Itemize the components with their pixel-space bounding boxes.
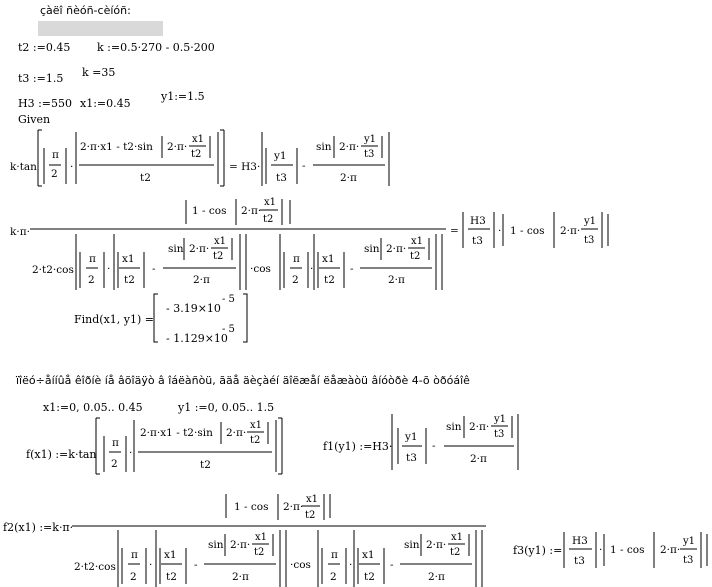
svg-text:π: π (293, 253, 300, 265)
given-keyword: Given (18, 113, 51, 126)
svg-text:·: · (129, 447, 133, 459)
svg-text:1 - cos: 1 - cos (192, 205, 227, 217)
svg-text:-: - (350, 263, 354, 275)
svg-text:t2: t2 (410, 251, 421, 262)
svg-text:-: - (302, 160, 306, 172)
svg-text:x1: x1 (255, 532, 268, 543)
svg-text:2·π: 2·π (232, 571, 249, 583)
svg-text:2·π·: 2·π· (167, 141, 188, 153)
svg-text:t3: t3 (406, 452, 417, 464)
svg-text:x1: x1 (322, 253, 335, 265)
svg-text:x1: x1 (362, 549, 375, 561)
def-y1: y1:=1.5 (161, 90, 205, 103)
svg-text:sin: sin (208, 539, 224, 551)
svg-text:x1: x1 (164, 549, 177, 561)
svg-text:·: · (149, 559, 153, 571)
svg-text:t2: t2 (124, 274, 135, 286)
svg-text:·: · (599, 544, 603, 556)
svg-text:t2: t2 (254, 547, 265, 558)
svg-text:= H3·: = H3· (229, 161, 261, 173)
svg-text:sin: sin (364, 243, 380, 255)
svg-text:2·π·: 2·π· (226, 427, 247, 439)
svg-text:t3: t3 (494, 429, 505, 440)
def-H3: H3 :=550 (18, 97, 73, 110)
svg-text:x1: x1 (250, 420, 263, 431)
svg-text:·cos: ·cos (290, 559, 311, 571)
svg-text:y1: y1 (683, 536, 696, 547)
svg-text:2·π·: 2·π· (469, 421, 490, 433)
svg-text:x1: x1 (451, 532, 464, 543)
svg-text:·cos: ·cos (250, 263, 271, 275)
svg-text:2: 2 (330, 571, 337, 583)
svg-text:2·π·: 2·π· (660, 544, 681, 556)
svg-text:2: 2 (88, 274, 95, 286)
svg-text:2·π·: 2·π· (426, 539, 447, 551)
svg-text:H3: H3 (572, 535, 588, 547)
svg-text:t2: t2 (305, 510, 316, 521)
note-text: ïîëó÷åííûå êîðíè íå âõîäÿò â îáëàñòü, ãäå äèçàéí äîëæåí ëåæàòü âíóòðè 4-õ òðóáîê (16, 374, 470, 387)
func-f-label: f(x1) :=k·tan (26, 448, 97, 461)
def-k-expr: k :=0.5·270 - 0.5·200 (97, 41, 215, 54)
svg-text:2·π·: 2·π· (560, 225, 581, 237)
func-f2-label: f2(x1) :=k·π· (3, 521, 74, 534)
svg-text:t3: t3 (574, 555, 585, 567)
def-k-val: k =35 (82, 66, 116, 79)
svg-text:2: 2 (111, 458, 118, 470)
def-t3: t3 :=1.5 (18, 72, 64, 85)
def-t2: t2 :=0.45 (18, 41, 71, 54)
svg-text:t3: t3 (472, 235, 483, 247)
svg-text:sin: sin (168, 243, 184, 255)
find-label: Find(x1, y1) = (74, 313, 154, 326)
svg-text:t2: t2 (200, 459, 211, 471)
svg-text:y1: y1 (584, 216, 597, 227)
svg-text:t2: t2 (140, 172, 151, 184)
svg-text:x1: x1 (306, 494, 319, 505)
svg-text:2·π·: 2·π· (241, 205, 262, 217)
svg-text:y1: y1 (494, 414, 507, 425)
svg-text:2·π·: 2·π· (189, 243, 210, 255)
svg-text:-: - (194, 559, 198, 571)
svg-text:t3: t3 (364, 149, 375, 160)
svg-text:1 - cos: 1 - cos (510, 225, 545, 237)
svg-text:k·π·: k·π· (10, 226, 30, 238)
svg-text:t2: t2 (263, 214, 274, 225)
svg-text:x1: x1 (264, 197, 277, 208)
svg-text:·: · (349, 559, 353, 571)
svg-text:k·tan: k·tan (10, 161, 37, 173)
svg-text:H3: H3 (470, 215, 486, 227)
svg-text:2: 2 (51, 168, 58, 180)
svg-text:x1: x1 (214, 236, 227, 247)
header-text: çàëî ñèóñ-cèíóñ: (40, 4, 131, 17)
svg-text:π: π (131, 549, 138, 561)
svg-text:y1: y1 (405, 431, 418, 443)
svg-text:π: π (331, 549, 338, 561)
svg-text:·: · (498, 225, 502, 237)
svg-text:sin: sin (446, 421, 462, 433)
svg-text:2·π·x1 - t2·sin: 2·π·x1 - t2·sin (80, 141, 153, 153)
svg-text:sin: sin (316, 141, 332, 153)
svg-text:·: · (70, 161, 74, 173)
svg-text:t3: t3 (584, 235, 595, 246)
find-value-2-exp: - 5 (222, 324, 235, 335)
svg-text:t3: t3 (683, 555, 694, 566)
svg-text:y1: y1 (364, 134, 377, 145)
svg-text:2·π·x1 - t2·sin: 2·π·x1 - t2·sin (140, 427, 213, 439)
find-value-2: - 1.129×10 (166, 332, 228, 345)
svg-text:x1: x1 (192, 134, 205, 145)
svg-text:-: - (432, 440, 436, 452)
find-value-1-exp: - 5 (222, 294, 235, 305)
svg-text:-: - (390, 559, 394, 571)
svg-text:y1: y1 (274, 150, 287, 162)
svg-text:t2: t2 (364, 571, 375, 583)
svg-text:2·π·: 2·π· (339, 141, 360, 153)
svg-text:2·π·: 2·π· (283, 501, 304, 513)
svg-text:x1: x1 (411, 236, 424, 247)
svg-text:t2: t2 (450, 547, 461, 558)
svg-text:t2: t2 (250, 435, 261, 446)
func-f1-label: f1(y1) :=H3· (323, 440, 393, 453)
svg-text:sin: sin (404, 539, 420, 551)
svg-text:·: · (310, 263, 314, 275)
svg-text:·: · (107, 263, 111, 275)
svg-text:t2: t2 (213, 251, 224, 262)
svg-text:t2: t2 (191, 149, 202, 160)
svg-text:π: π (52, 149, 59, 161)
svg-text:x1: x1 (122, 253, 135, 265)
range-y1: y1 :=0, 0.05.. 1.5 (178, 401, 275, 414)
svg-text:2·t2·cos: 2·t2·cos (74, 561, 116, 573)
svg-text:2·π: 2·π (388, 274, 405, 286)
svg-text:t2: t2 (324, 274, 335, 286)
svg-text:2·π: 2·π (193, 274, 210, 286)
svg-text:2·π: 2·π (428, 571, 445, 583)
svg-text:=: = (450, 225, 459, 237)
svg-text:2·π: 2·π (340, 172, 357, 184)
def-x1: x1:=0.45 (80, 97, 131, 110)
range-x1: x1:=0, 0.05.. 0.45 (43, 401, 143, 414)
svg-text:1 - cos: 1 - cos (610, 544, 645, 556)
svg-text:-: - (152, 263, 156, 275)
svg-text:2: 2 (292, 274, 299, 286)
svg-text:t3: t3 (276, 172, 287, 184)
svg-text:2·π: 2·π (470, 453, 487, 465)
svg-text:1 - cos: 1 - cos (234, 501, 269, 513)
func-f3-label: f3(y1) := (513, 544, 563, 557)
svg-text:t2: t2 (166, 571, 177, 583)
svg-text:2·t2·cos: 2·t2·cos (32, 264, 74, 276)
svg-text:2·π·: 2·π· (230, 539, 251, 551)
svg-text:2·π·: 2·π· (386, 243, 407, 255)
svg-text:π: π (112, 437, 119, 449)
find-value-1: - 3.19×10 (166, 302, 221, 315)
svg-text:2: 2 (130, 571, 137, 583)
svg-text:π: π (89, 253, 96, 265)
